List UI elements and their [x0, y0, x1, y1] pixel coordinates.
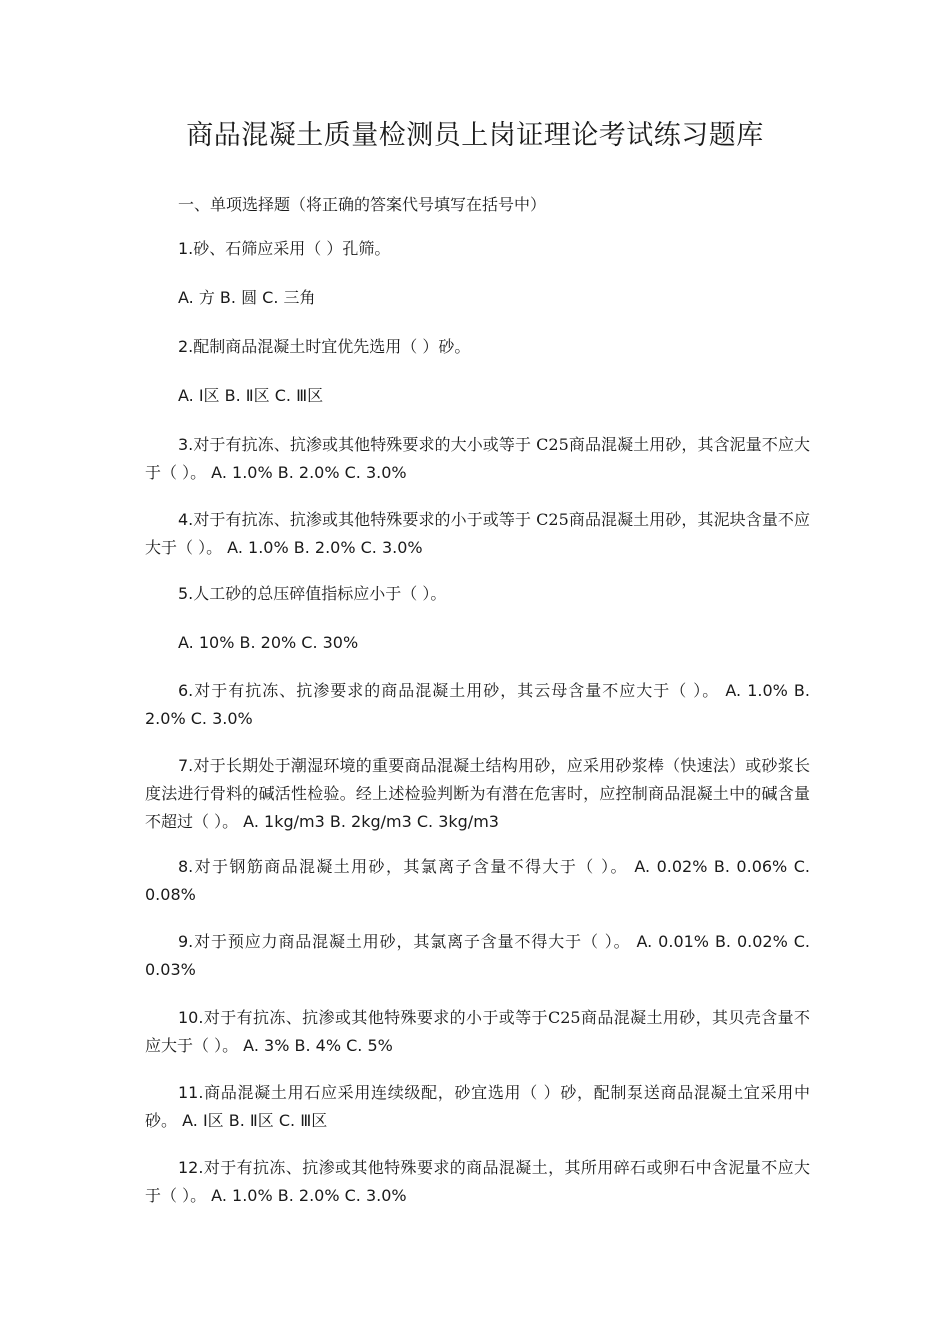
answer-options: A. 1.0% B. 2.0% C. 3.0% — [145, 681, 810, 728]
paragraph — [145, 431, 810, 487]
question-number: 6. — [178, 681, 194, 700]
paragraph — [145, 333, 810, 361]
answer-options: A. 3% B. 4% C. 5% — [238, 1036, 393, 1055]
answer-options: A. 1kg/m3 B. 2kg/m3 C. 3kg/m3 — [238, 812, 499, 831]
question-text: 对于预应力商品混凝土用砂，其氯离子含量不得大于（ ）。 — [193, 932, 631, 951]
paragraph — [145, 382, 810, 410]
question-number: 8. — [178, 857, 194, 876]
paragraph — [145, 284, 810, 312]
question-number: 3. — [178, 435, 194, 454]
answer-options: A. Ⅰ区 B. Ⅱ区 C. Ⅲ区 — [177, 1111, 328, 1130]
question-text: 对于有抗冻、抗渗或其他特殊要求的商品混凝土，其所用碎石或卵石中含泥量不应大于（ ）。 — [145, 1158, 810, 1205]
paragraph — [145, 1154, 810, 1210]
question-number: 12. — [178, 1158, 204, 1177]
answer-options: A. 1.0% B. 2.0% C. 3.0% — [206, 463, 407, 482]
answer-options: A. 方 B. 圆 C. 三角 — [178, 288, 316, 307]
question-number: 11. — [178, 1083, 204, 1102]
question-number: 10. — [178, 1008, 204, 1027]
paragraph — [145, 928, 810, 984]
question-number: 1. — [178, 239, 194, 258]
question-text: 对于有抗冻、抗渗或其他特殊要求的小于或等于C25商品混凝土用砂，其贝壳含量不应大于（ ）。 — [145, 1008, 810, 1055]
question-text: 对于长期处于潮湿环境的重要商品混凝土结构用砂，应采用砂浆棒（快速法）或砂浆长度法进行骨料的碱活性检验。经上述检验判断为有潜在危害时，应控制商品混凝土中的碱含量不超过（ ）。 — [145, 756, 810, 831]
answer-options: A. 0.01% B. 0.02% C. 0.03% — [145, 932, 811, 979]
paragraph — [145, 506, 810, 562]
question-text: 对于钢筋商品混凝土用砂，其氯离子含量不得大于（ ）。 — [193, 857, 628, 876]
paragraph — [145, 853, 810, 909]
paragraph — [145, 752, 810, 836]
answer-options: A. 1.0% B. 2.0% C. 3.0% — [222, 538, 423, 557]
question-text: 配制商品混凝土时宜优先选用（ ）砂。 — [193, 337, 471, 356]
question-text: 对于有抗冻、抗渗或其他特殊要求的小于或等于 C25商品混凝土用砂，其泥块含量不应大于（ ）。 — [145, 510, 810, 557]
document-title: 商品混凝土质量检测员上岗证理论考试练习题库 — [186, 120, 764, 151]
question-text: 砂、石筛应采用（ ）孔筛。 — [193, 239, 391, 258]
question-number: 2. — [178, 337, 194, 356]
paragraph — [145, 1004, 810, 1060]
answer-options: A. 10% B. 20% C. 30% — [178, 633, 359, 652]
paragraph — [145, 235, 810, 263]
question-text: 商品混凝土用石应采用连续级配，砂宜选用（ ）砂，配制泵送商品混凝土宜采用中砂。 — [145, 1083, 810, 1130]
answer-options: A. 0.02% B. 0.06% C. 0.08% — [145, 857, 810, 904]
question-number: 9. — [178, 932, 194, 951]
question-number: 5. — [178, 584, 194, 603]
question-number: 7. — [178, 756, 194, 775]
paragraph — [145, 629, 810, 657]
question-text: 人工砂的总压碎值指标应小于（ ）。 — [193, 584, 447, 603]
section-heading: 一、单项选择题（将正确的答案代号填写在括号中） — [178, 195, 547, 214]
paragraph — [145, 580, 810, 608]
question-text: 对于有抗冻、抗渗或其他特殊要求的大小或等于 C25商品混凝土用砂，其含泥量不应大于（ ）。 — [145, 435, 810, 482]
question-number: 4. — [178, 510, 194, 529]
paragraph — [145, 677, 810, 733]
question-text: 对于有抗冻、抗渗要求的商品混凝土用砂，其云母含量不应大于（ ）。 — [193, 681, 720, 700]
paragraph — [145, 1079, 810, 1135]
answer-options: A. 1.0% B. 2.0% C. 3.0% — [206, 1186, 407, 1205]
answer-options: A. Ⅰ区 B. Ⅱ区 C. Ⅲ区 — [178, 386, 324, 405]
